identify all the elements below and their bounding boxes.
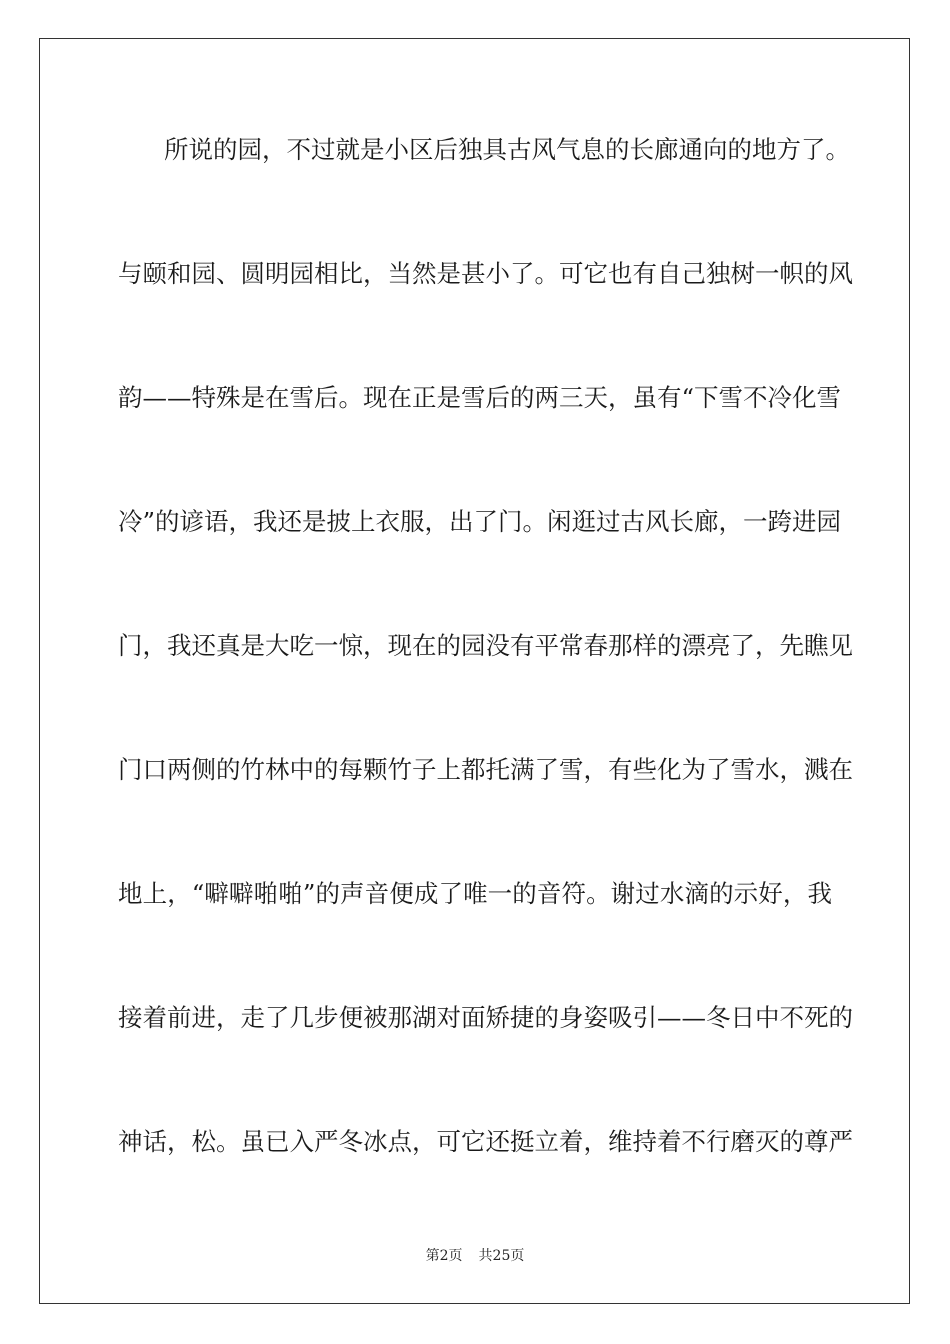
text-line: 韵——特殊是在雪后。现在正是雪后的两三天，虽有“下雪不冷化雪 [118, 383, 842, 412]
text-line: 与颐和园、圆明园相比，当然是甚小了。可它也有自己独树一帜的风 [118, 259, 853, 288]
text-line: 神话，松。虽已入严冬冰点，可它还挺立着，维持着不行磨灭的尊严 [118, 1127, 853, 1156]
text-line: 接着前进，走了几步便被那湖对面矫捷的身姿吸引——冬日中不死的 [118, 1003, 853, 1032]
page-number: 第2页 [425, 1248, 463, 1264]
page-total: 共25页 [478, 1248, 525, 1264]
text-line: 门，我还真是大吃一惊，现在的园没有平常春那样的漂亮了，先瞧见 [118, 631, 853, 660]
page-border [39, 38, 910, 1304]
text-line: 所说的园，不过就是小区后独具古风气息的长廊通向的地方了。 [164, 135, 850, 164]
page-footer [0, 1245, 950, 1265]
text-line: 门口两侧的竹林中的每颗竹子上都托满了雪，有些化为了雪水，溅在 [118, 755, 853, 784]
text-line: 冷”的谚语，我还是披上衣服，出了门。闲逛过古风长廊，一跨进园 [118, 507, 842, 536]
text-line: 地上，“噼噼啪啪”的声音便成了唯一的音符。谢过水滴的示好，我 [118, 879, 832, 908]
